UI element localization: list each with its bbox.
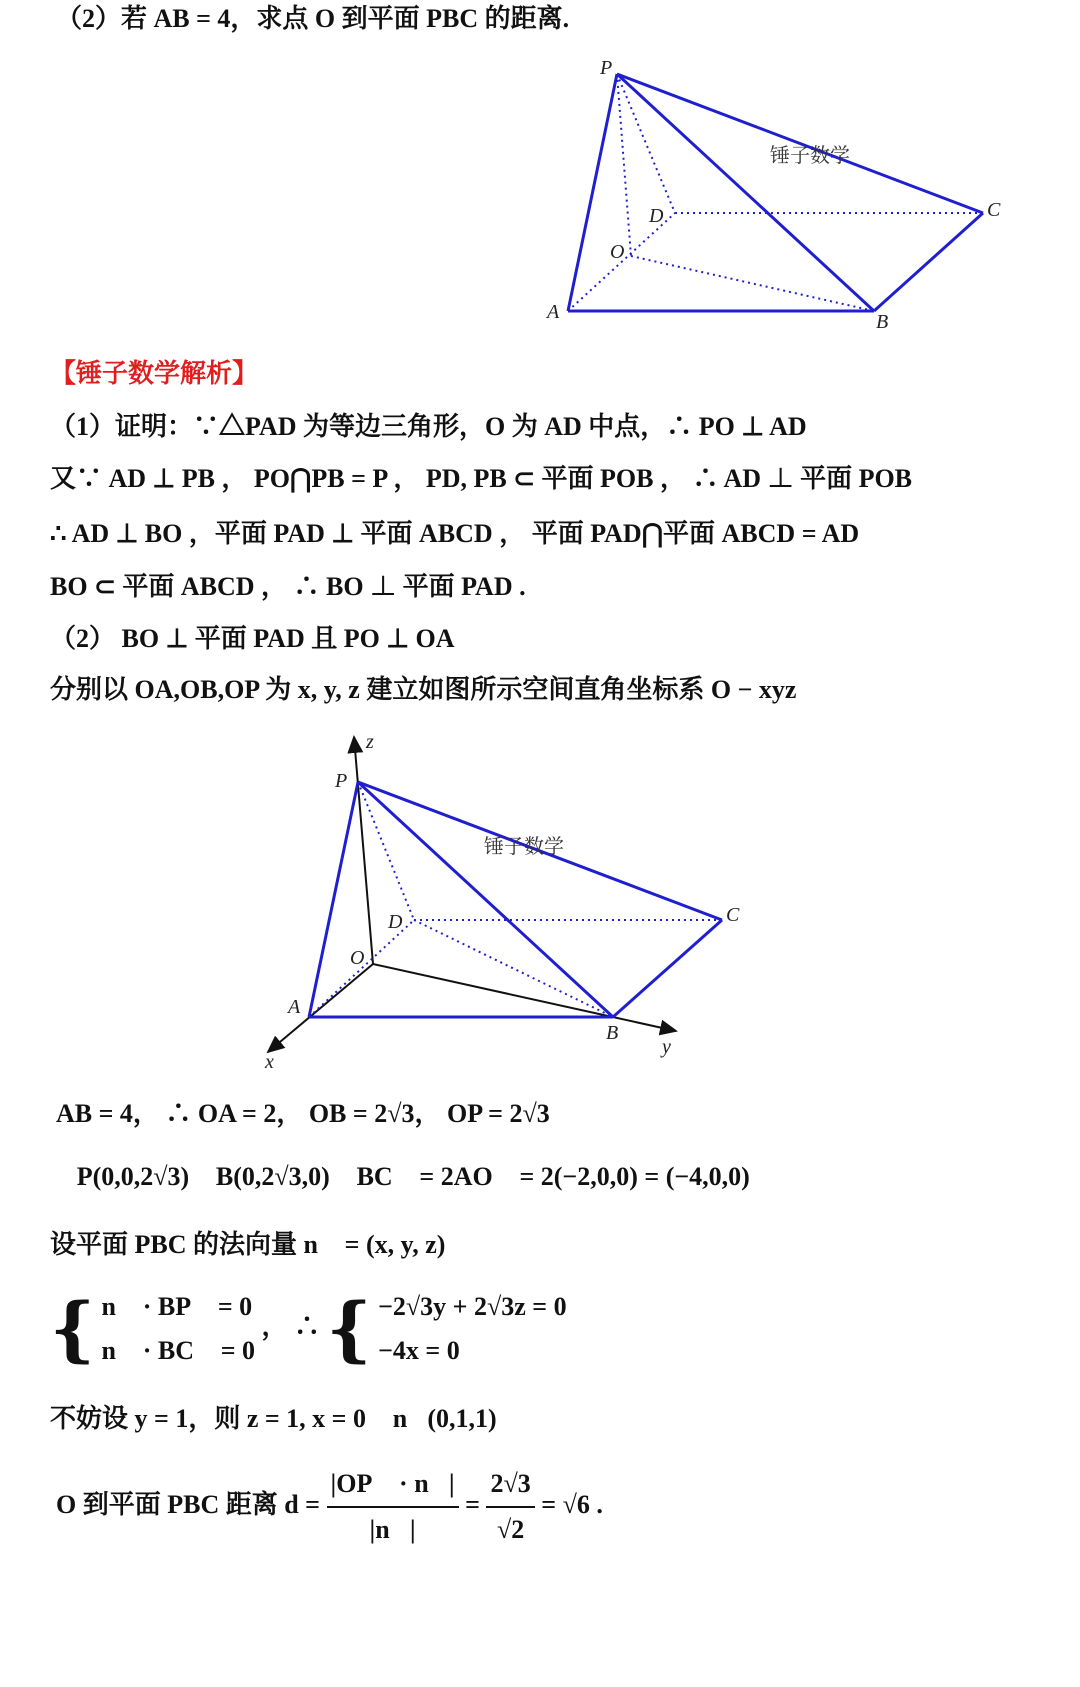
edge2-DB bbox=[414, 920, 613, 1017]
equals-sign: = bbox=[465, 1489, 480, 1519]
fraction-1-numerator: |OP⃗ · n⃗| bbox=[327, 1462, 459, 1508]
label2-y: y bbox=[662, 1036, 671, 1058]
distance-formula bbox=[56, 1462, 603, 1552]
question-2-prompt: （2）若 AB = 4，求点 O 到平面 PBC 的距离. bbox=[56, 4, 570, 33]
edge2-PD bbox=[358, 782, 414, 920]
label-D: D bbox=[649, 205, 664, 227]
system-left-row-2: n⃗ · BC⃗ = 0 bbox=[101, 1336, 256, 1365]
left-brace: { bbox=[50, 1287, 96, 1370]
watermark-2: 锤子数学 bbox=[484, 834, 564, 858]
edge2-PB bbox=[358, 782, 613, 1017]
label2-P: P bbox=[335, 770, 348, 792]
axis-y bbox=[373, 964, 676, 1031]
fraction-2-denominator: √2 bbox=[496, 1515, 525, 1544]
fraction-2 bbox=[486, 1462, 534, 1552]
right-brace: { bbox=[326, 1287, 372, 1370]
figure-pyramid bbox=[540, 52, 1020, 342]
edge-PO bbox=[617, 74, 631, 256]
proof-line-6: 分别以 OA,OB,OP 为 x, y, z 建立如图所示空间直角坐标系 O − xyz bbox=[50, 675, 797, 704]
edge-PA bbox=[568, 74, 617, 311]
label2-O: O bbox=[350, 947, 365, 969]
label2-B: B bbox=[606, 1022, 619, 1044]
axis-z bbox=[354, 737, 373, 964]
system-right-row-1: −2√3y + 2√3z = 0 bbox=[378, 1292, 567, 1321]
proof-line-4: BO ⊂ 平面 ABCD ， ∴ BO ⊥ 平面 PAD . bbox=[50, 572, 526, 601]
calc-line-1: AB = 4， ∴ OA = 2， OB = 2√3， OP = 2√3 bbox=[56, 1099, 550, 1128]
distance-prefix: O 到平面 PBC 距离 d = bbox=[56, 1489, 320, 1519]
proof-line-5: （2） BO ⊥ 平面 PAD 且 PO ⊥ OA bbox=[50, 624, 455, 653]
fraction-2-numerator: 2√3 bbox=[486, 1462, 534, 1508]
label-O: O bbox=[610, 241, 625, 263]
label2-A: A bbox=[288, 996, 301, 1018]
analysis-heading: 【锤子数学解析】 bbox=[50, 359, 259, 389]
distance-result: = √6 . bbox=[541, 1489, 603, 1519]
figure-coordinate-system bbox=[250, 725, 740, 1075]
edge-BC bbox=[874, 213, 983, 311]
fraction-1 bbox=[327, 1462, 459, 1552]
system-left bbox=[102, 1285, 256, 1373]
proof-line-2: 又∵ AD ⊥ PB ， PO⋂PB = P ， PD, PB ⊂ 平面 POB ， ∴ AD ⊥ 平面 POB bbox=[50, 464, 913, 493]
edge-PB bbox=[617, 74, 874, 311]
edge2-BC bbox=[613, 920, 722, 1017]
system-separator: ， ∴ bbox=[261, 1311, 321, 1341]
proof-line-3: ∴ AD ⊥ BO ，平面 PAD ⊥ 平面 ABCD ， 平面 PAD⋂平面 ABCD = AD bbox=[50, 519, 860, 548]
label2-x: x bbox=[265, 1051, 274, 1073]
axis-x bbox=[268, 964, 373, 1052]
calc-line-5: 不妨设 y = 1，则 z = 1, x = 0， n⃗(0,1,1) bbox=[50, 1404, 497, 1433]
edge-PD bbox=[617, 74, 675, 213]
system-right bbox=[378, 1285, 567, 1373]
system-left-row-1: n⃗ · BP⃗ = 0 bbox=[101, 1292, 253, 1321]
label2-D: D bbox=[388, 911, 403, 933]
label-P: P bbox=[600, 57, 613, 79]
system-right-row-2: −4x = 0 bbox=[378, 1336, 460, 1365]
equation-system bbox=[50, 1285, 567, 1373]
label-C: C bbox=[987, 199, 1001, 221]
calc-line-2: ∴ P(0,0,2√3)， B(0,2√3,0)， BC⃗ = 2AO⃗ = 2(−2,0,0) = (−4,0,0) bbox=[50, 1162, 750, 1191]
edge-OB bbox=[631, 256, 874, 311]
proof-line-1: （1）证明：∵△PAD 为等边三角形，O 为 AD 中点，∴ PO ⊥ AD bbox=[50, 412, 807, 441]
label-B: B bbox=[876, 311, 889, 333]
label2-C: C bbox=[726, 904, 740, 926]
label-A: A bbox=[547, 301, 560, 323]
fraction-1-denominator: |n⃗| bbox=[369, 1515, 416, 1544]
label2-z: z bbox=[366, 731, 374, 753]
watermark: 锤子数学 bbox=[770, 143, 850, 167]
calc-line-3: 设平面 PBC 的法向量 n⃗ = (x, y, z) bbox=[50, 1230, 446, 1259]
